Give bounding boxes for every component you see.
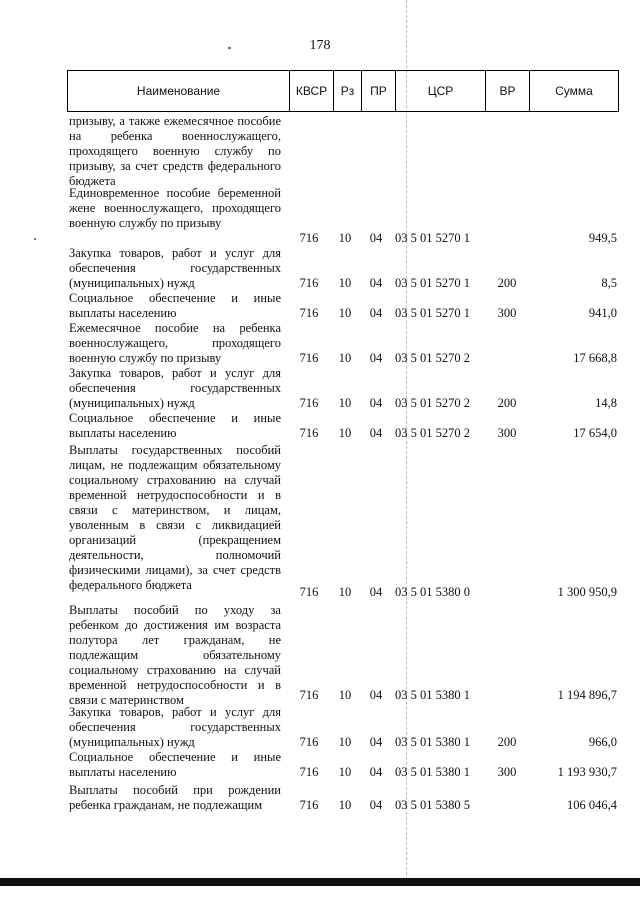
row-rz: 10 [338,426,352,440]
page-number: 178 [309,38,331,53]
row-csr: 03 5 01 5380 5 [395,798,470,812]
row-vr: 300 [497,765,517,779]
row-csr: 03 5 01 5380 1 [395,765,470,779]
row-rz: 10 [338,585,352,599]
row-csr: 03 5 01 5270 1 [395,276,470,290]
row-name: Единовременное пособие беременной жене военнослужащего, проходящего военную службу по призыву [69,186,281,230]
row-csr: 03 5 01 5270 2 [395,396,470,410]
row-vr: 200 [497,396,517,410]
row-sum: 8,5 [601,276,617,290]
row-name: Закупка товаров, работ и услуг для обеспечения государственных (муниципальных) нужд [69,246,281,290]
row-rz: 10 [338,735,352,749]
row-name: Социальное обеспечение и иные выплаты населению [69,291,281,320]
row-pr: 04 [369,396,383,410]
row-csr: 03 5 01 5270 2 [395,426,470,440]
row-kvsr: 716 [299,351,319,365]
row-vr: 200 [497,735,517,749]
row-csr: 03 5 01 5270 1 [395,306,470,320]
row-rz: 10 [338,351,352,365]
table-row [67,443,619,600]
row-name: Социальное обеспечение и иные выплаты населению [69,750,281,779]
row-name: Закупка товаров, работ и услуг для обеспечения государственных (муниципальных) нужд [69,705,281,749]
row-rz: 10 [338,231,352,245]
row-pr: 04 [369,276,383,290]
row-sum: 17 654,0 [573,426,617,440]
row-sum: 1 193 930,7 [557,765,617,779]
col-header-sum: Сумма [555,84,593,98]
row-name: Ежемесячное пособие на ребенка военнослужащего, проходящего военную службу по призыву [69,321,281,365]
row-csr: 03 5 01 5380 0 [395,585,470,599]
row-csr: 03 5 01 5380 1 [395,735,470,749]
row-name: Выплаты пособий по уходу за ребенком до достижения им возраста полутора лет гражданам, не подлежащим обязательному социальному страхованию на случай временной нетрудоспособности и в связи с материнством [69,603,281,707]
row-vr: 200 [497,276,517,290]
row-name: Закупка товаров, работ и услуг для обеспечения государственных (муниципальных) нужд [69,366,281,410]
row-sum: 1 300 950,9 [557,585,617,599]
table-row [67,705,619,750]
row-sum: 941,0 [588,306,617,320]
table-row [67,783,619,813]
row-rz: 10 [338,798,352,812]
row-rz: 10 [338,765,352,779]
row-pr: 04 [369,735,383,749]
row-pr: 04 [369,765,383,779]
col-header-csr: ЦСР [396,71,486,111]
row-name: Выплаты государственных пособий лицам, не подлежащим обязательному социальному страхованию на случай временной нетрудоспособности и в связи с материнством, и лицам, уволенным в связи с ликвидацией организаций (прекращением деятельности, полномочий физическими лицами), за счет средств федерального бюджета [69,443,281,592]
row-pr: 04 [369,585,383,599]
row-pr: 04 [369,688,383,702]
row-kvsr: 716 [299,306,319,320]
col-header-vr: ВР [486,71,530,111]
col-header-pr: ПР [362,71,396,111]
table-row [67,114,619,189]
row-pr: 04 [369,426,383,440]
row-sum: 966,0 [588,735,617,749]
col-header-rz: Рз [334,71,362,111]
table-row [67,186,619,246]
row-rz: 10 [338,306,352,320]
row-kvsr: 716 [299,231,319,245]
row-sum: 14,8 [595,396,617,410]
table-header [67,70,619,112]
row-kvsr: 716 [299,426,319,440]
row-kvsr: 716 [299,276,319,290]
table-row [67,366,619,411]
row-name: Социальное обеспечение и иные выплаты населению [69,411,281,440]
table-row [67,246,619,291]
table-row [67,603,619,707]
table-row [67,750,619,780]
row-csr: 03 5 01 5270 1 [395,231,470,245]
col-header-name: Наименование [68,71,290,111]
row-kvsr: 716 [299,396,319,410]
row-name: Выплаты пособий при рождении ребенка гражданам, не подлежащим [69,783,281,812]
row-kvsr: 716 [299,688,319,702]
table-row [67,411,619,441]
row-vr: 300 [497,306,517,320]
row-rz: 10 [338,688,352,702]
scan-speck [34,238,36,240]
row-pr: 04 [369,231,383,245]
row-kvsr: 716 [299,585,319,599]
row-name: призыву, а также ежемесячное пособие на ребенка военнослужащего, проходящего военную службу по призыву, за счет средств федерального бюджета [69,114,281,188]
row-csr: 03 5 01 5380 1 [395,688,470,702]
row-pr: 04 [369,306,383,320]
col-header-kvsr: КВСР [290,71,334,111]
row-sum: 17 668,8 [573,351,617,365]
row-sum: 106 046,4 [567,798,617,812]
row-pr: 04 [369,351,383,365]
row-vr: 300 [497,426,517,440]
row-kvsr: 716 [299,798,319,812]
row-pr: 04 [369,798,383,812]
row-kvsr: 716 [299,765,319,779]
table-row [67,291,619,321]
row-rz: 10 [338,276,352,290]
row-sum: 949,5 [588,231,617,245]
bottom-page-edge [0,878,640,886]
row-rz: 10 [338,396,352,410]
table-row [67,321,619,366]
row-kvsr: 716 [299,735,319,749]
row-sum: 1 194 896,7 [557,688,617,702]
row-csr: 03 5 01 5270 2 [395,351,470,365]
